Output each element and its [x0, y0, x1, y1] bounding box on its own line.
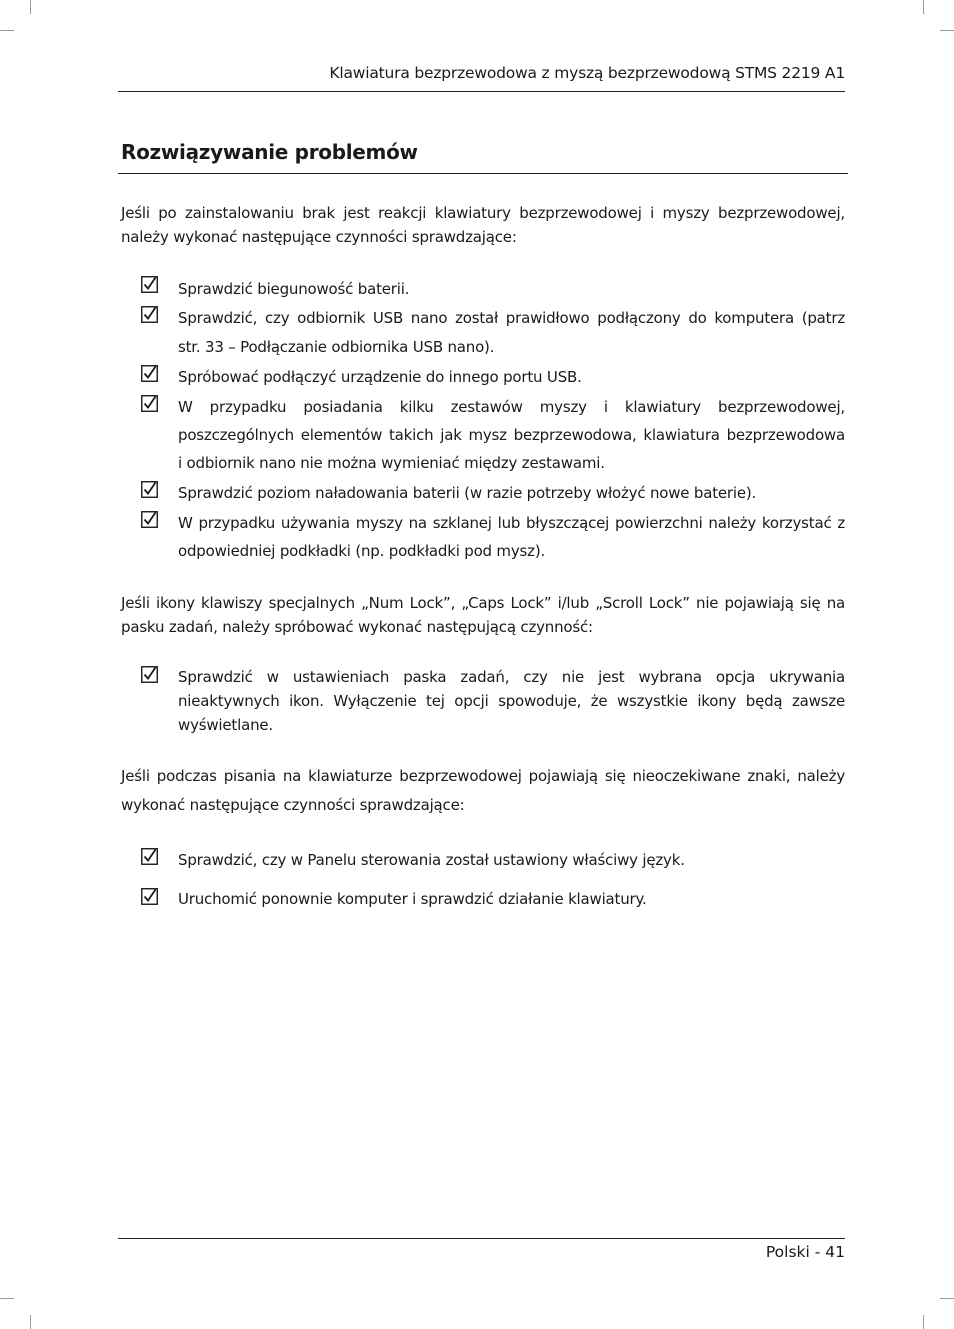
list-item-line: wyświetlane.	[178, 716, 273, 734]
intro-paragraph-2	[121, 591, 845, 639]
checked-box-icon	[141, 511, 158, 528]
list-item	[178, 304, 845, 362]
list-item	[178, 479, 845, 507]
crop-mark	[0, 30, 14, 31]
crop-mark	[940, 1298, 954, 1299]
list-item	[178, 886, 845, 912]
paragraph-line: Jeśli po zainstalowaniu brak jest reakcji klawiatury bezprzewodowej i myszy bezprzewodowej,	[121, 204, 845, 222]
checked-box-icon	[141, 481, 158, 498]
crop-mark	[0, 1298, 14, 1299]
list-item	[178, 363, 845, 391]
list-item-line: W przypadku używania myszy na szklanej lub błyszczącej powierzchni należy korzystać z	[178, 514, 845, 532]
list-item	[178, 393, 845, 477]
list-item-line: nieaktywnych ikon. Wyłączenie tej opcji spowoduje, że wszystkie ikony będą zawsze	[178, 692, 845, 710]
paragraph-line: Jeśli ikony klawiszy specjalnych „Num Lock”, „Caps Lock” i/lub „Scroll Lock” nie pojawiają się na	[121, 594, 845, 612]
checked-box-icon	[141, 666, 158, 683]
crop-mark	[940, 30, 954, 31]
list-item	[178, 847, 845, 873]
list-item-line: W przypadku posiadania kilku zestawów myszy i klawiatury bezprzewodowej,	[178, 398, 845, 416]
crop-mark	[923, 0, 924, 14]
checked-box-icon	[141, 888, 158, 905]
checked-box-icon	[141, 365, 158, 382]
list-item-line: poszczególnych elementów takich jak mysz bezprzewodowa, klawiatura bezprzewodowa	[178, 426, 845, 444]
list-item-line: str. 33 – Podłączanie odbiornika USB nano).	[178, 338, 495, 356]
list-item	[178, 509, 845, 565]
paragraph-line: wykonać następujące czynności sprawdzające:	[121, 796, 465, 814]
intro-paragraph-3	[121, 762, 845, 820]
crop-mark	[923, 1315, 924, 1329]
crop-mark	[30, 0, 31, 14]
checked-box-icon	[141, 395, 158, 412]
list-item-line: Sprawdzić biegunowość baterii.	[178, 280, 410, 298]
list-item-line: Sprawdzić, czy odbiornik USB nano został prawidłowo podłączony do komputera (patrz	[178, 309, 845, 327]
list-item-line: Uruchomić ponownie komputer i sprawdzić działanie klawiatury.	[178, 890, 647, 908]
paragraph-line: pasku zadań, należy spróbować wykonać następującą czynność:	[121, 618, 593, 636]
footer-rule	[118, 1238, 845, 1239]
list-item	[178, 275, 845, 303]
list-item-line: Sprawdzić poziom naładowania baterii (w razie potrzeby włożyć nowe baterie).	[178, 484, 757, 502]
checked-box-icon	[141, 848, 158, 865]
page-number: Polski - 41	[765, 1243, 845, 1261]
list-item-line: Sprawdzić, czy w Panelu sterowania został ustawiony właściwy język.	[178, 851, 685, 869]
section-title-rule	[118, 173, 848, 174]
list-item	[178, 665, 845, 737]
checked-box-icon	[141, 276, 158, 293]
checked-box-icon	[141, 306, 158, 323]
running-header: Klawiatura bezprzewodowa z myszą bezprzewodową STMS 2219 A1	[329, 64, 845, 82]
intro-paragraph-1	[121, 201, 845, 249]
paragraph-line: Jeśli podczas pisania na klawiaturze bezprzewodowej pojawiają się nieoczekiwane znaki, należy	[121, 767, 845, 785]
list-item-line: odpowiedniej podkładki (np. podkładki pod mysz).	[178, 542, 546, 560]
header-rule	[118, 91, 845, 92]
crop-mark	[30, 1315, 31, 1329]
list-item-line: Spróbować podłączyć urządzenie do innego portu USB.	[178, 368, 582, 386]
section-title: Rozwiązywanie problemów	[121, 140, 418, 164]
paragraph-line: należy wykonać następujące czynności sprawdzające:	[121, 228, 517, 246]
list-item-line: i odbiornik nano nie można wymieniać między zestawami.	[178, 454, 605, 472]
list-item-line: Sprawdzić w ustawieniach paska zadań, czy nie jest wybrana opcja ukrywania	[178, 668, 845, 686]
